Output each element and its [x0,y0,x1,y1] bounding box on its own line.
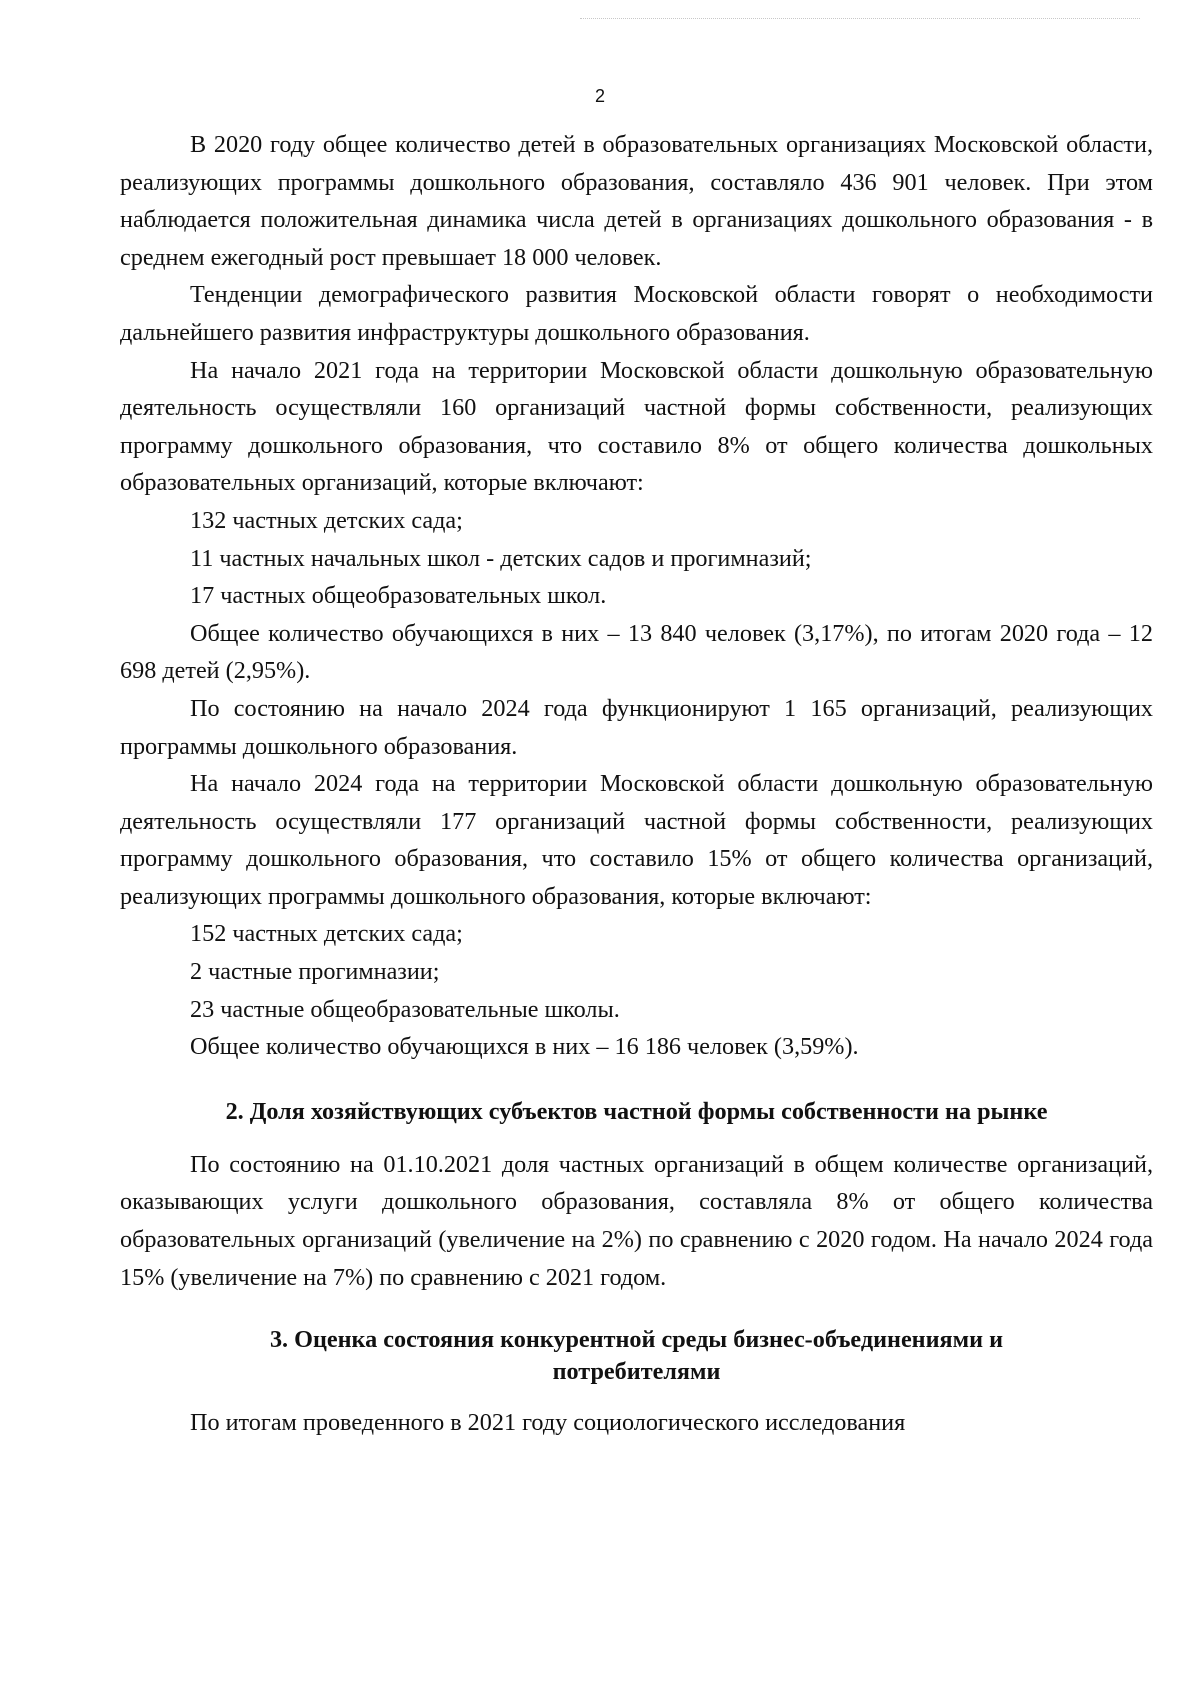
section-2-text: По состоянию на 01.10.2021 доля частных организаций в общем количестве организаций, оказывающих услуги дошкольного образования, составляла 8% от общего количества образовательных организаций (увеличение на 2%) по сравнению с 2020 годом. На начало 2024 года 15% (увеличение на 7%) по сравнению с 2021 годом. [120,1150,1153,1291]
scan-artifact-line [580,18,1140,19]
list-item: 23 частные общеобразовательные школы. [190,995,620,1023]
section-3-heading-line2: потребителями [552,1358,721,1386]
list-item: 152 частных детских сада; [190,920,463,948]
list-item: 2 частные прогимназии; [190,958,440,986]
paragraph-demographic-trends: Тенденции демографического развития Московской области говорят о необходимости дальнейшего развития инфраструктуры дошкольного образования. [120,281,1153,346]
section-3-heading [120,1324,1153,1388]
page-number: 2 [594,86,605,106]
paragraph-children-count: В 2020 году общее количество детей в образовательных организациях Московской области, реализующих программы дошкольного образования, составляло 436 901 человек. При этом наблюдается положительная динамика числа детей в организациях дошкольного образования - в среднем ежегодный рост превышает 18 000 человек. [120,131,1153,271]
paragraph-students-2021: Общее количество обучающихся в них – 13 840 человек (3,17%), по итогам 2020 года – 12 698 детей (2,95%). [120,619,1153,685]
document-body [120,126,1153,1442]
paragraph-students-2024: Общее количество обучающихся в них – 16 186 человек (3,59%). [190,1033,859,1061]
section-3-text: По итогам проведенного в 2021 году социологического исследования [190,1409,906,1437]
paragraph-private-orgs-2024: На начало 2024 года на территории Московской области дошкольную образовательную деятельность осуществляли 177 организаций частной формы собственности, реализующих программу дошкольного образования, что составило 15% от общего количества организаций, реализующих программы дошкольного образования, которые включают: [120,770,1153,910]
paragraph-private-orgs-2021: На начало 2021 года на территории Московской области дошкольную образовательную деятельность осуществляли 160 организаций частной формы собственности, реализующих программу дошкольного образования, что составило 8% от общего количества дошкольных образовательных организаций, которые включают: [120,356,1153,497]
list-item: 11 частных начальных школ - детских садов и прогимназий; [190,544,812,572]
list-item: 132 частных детских сада; [190,506,463,534]
paragraph-orgs-2024: По состоянию на начало 2024 года функционируют 1 165 организаций, реализующих программы дошкольного образования. [120,694,1153,760]
section-2-heading: 2. Доля хозяйствующих субъектов частной формы собственности на рынке [225,1097,1048,1125]
list-item: 17 частных общеобразовательных школ. [190,582,607,610]
section-3-heading-line1: 3. Оценка состояния конкурентной среды бизнес-объединениями и [269,1326,1004,1354]
